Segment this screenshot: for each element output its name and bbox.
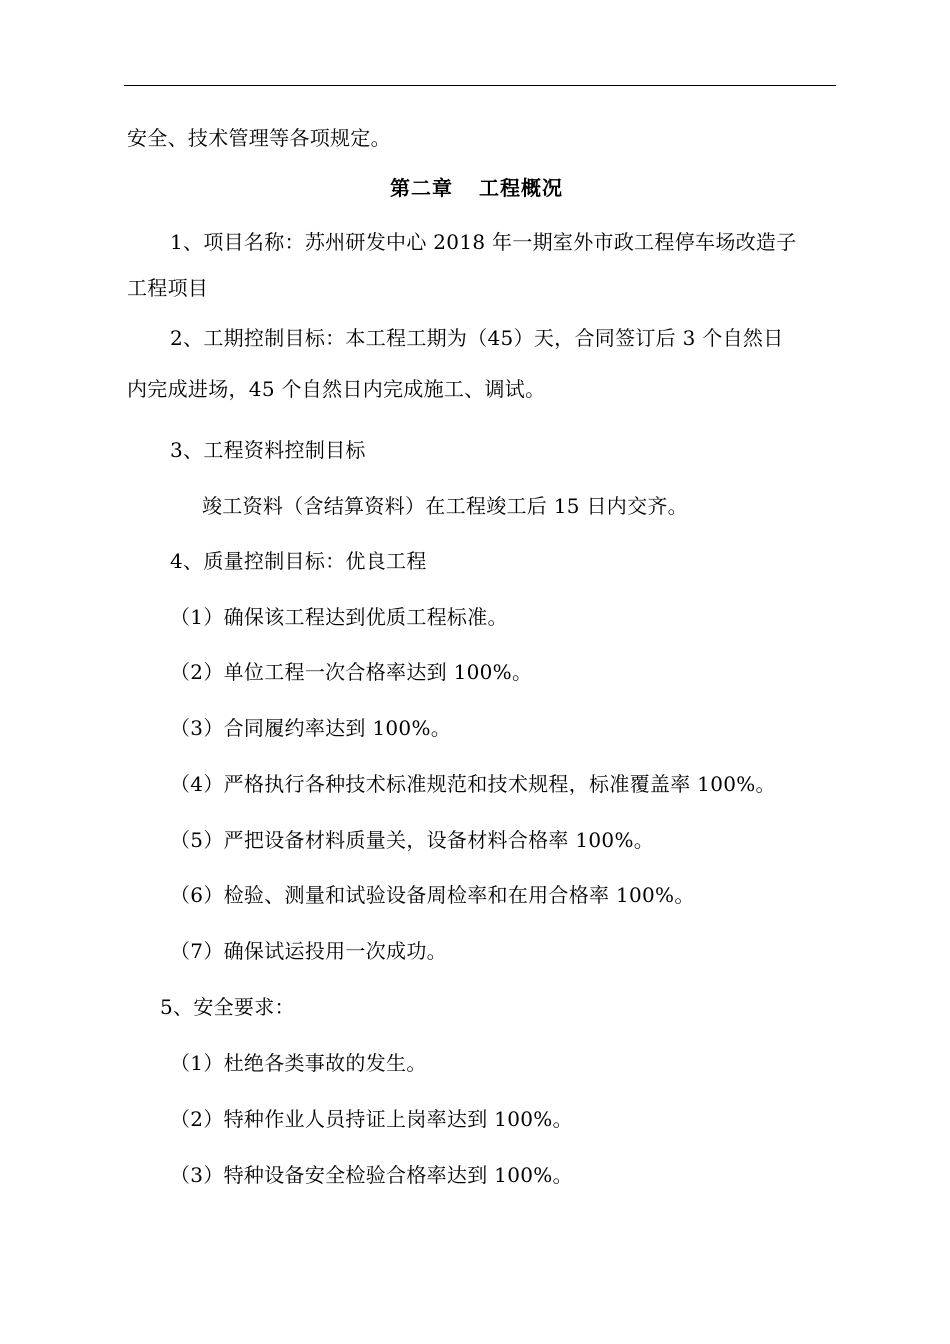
quality-point-2: （2）单位工程一次合格率达到 100%。 xyxy=(170,660,533,684)
chapter-number: 第二章 xyxy=(390,176,453,200)
item-project-name-cont: 工程项目 xyxy=(127,276,209,300)
safety-point-3: （3）特种设备安全检验合格率达到 100%。 xyxy=(170,1163,573,1187)
continuation-text: 安全、技术管理等各项规定。 xyxy=(127,126,391,150)
quality-point-6: （6）检验、测量和试验设备周检率和在用合格率 100%。 xyxy=(170,883,695,907)
header-rule xyxy=(124,85,836,86)
item-safety-requirements: 5、安全要求： xyxy=(160,995,295,1019)
item-quality-target: 4、质量控制目标：优良工程 xyxy=(170,549,427,573)
quality-point-1: （1）确保该工程达到优质工程标准。 xyxy=(170,605,508,629)
safety-point-1: （1）杜绝各类事故的发生。 xyxy=(170,1051,427,1075)
item-schedule-target: 2、工期控制目标：本工程工期为（45）天，合同签订后 3 个自然日 xyxy=(170,326,784,350)
safety-point-2: （2）特种作业人员持证上岗率达到 100%。 xyxy=(170,1107,573,1131)
quality-point-3: （3）合同履约率达到 100%。 xyxy=(170,716,452,740)
item-schedule-target-cont: 内完成进场，45 个自然日内完成施工、调试。 xyxy=(127,377,546,401)
chapter-heading xyxy=(390,174,563,202)
item-project-name: 1、项目名称：苏州研发中心 2018 年一期室外市政工程停车场改造子 xyxy=(170,230,797,254)
item-documents-target: 3、工程资料控制目标 xyxy=(170,438,366,462)
quality-point-4: （4）严格执行各种技术标准规范和技术规程，标准覆盖率 100%。 xyxy=(170,772,776,796)
item-documents-detail: 竣工资料（含结算资料）在工程竣工后 15 日内交齐。 xyxy=(202,494,688,518)
quality-point-5: （5）严把设备材料质量关，设备材料合格率 100%。 xyxy=(170,828,655,852)
quality-point-7: （7）确保试运投用一次成功。 xyxy=(170,939,447,963)
chapter-title: 工程概况 xyxy=(479,176,563,200)
